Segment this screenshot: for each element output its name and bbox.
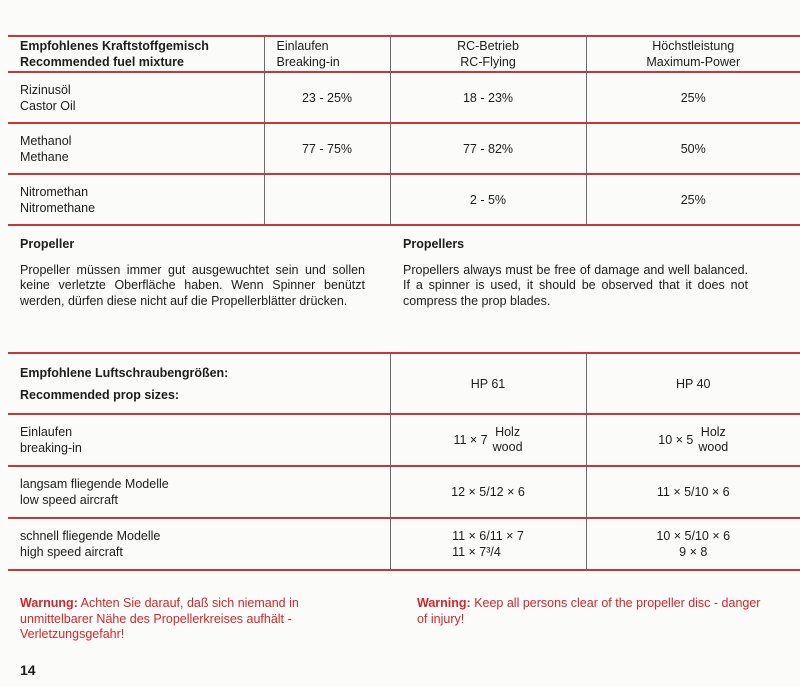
propeller-body-en: Propellers always must be free of damage and well balanced. If a spinner is used, it should be observed that it does not compress the prop blades.	[403, 262, 748, 308]
col-label-de: Höchstleistung	[652, 39, 735, 53]
value-cell	[586, 414, 800, 466]
row-label-de: Rizinusöl	[20, 82, 71, 97]
prop-size	[453, 425, 522, 455]
material-de: Holz	[700, 425, 726, 439]
warning-de	[20, 596, 365, 643]
fuel-row-methanol	[8, 123, 800, 174]
fuel-mixture-table	[8, 35, 800, 226]
col-label-de: RC-Betrieb	[457, 39, 519, 53]
row-label	[8, 174, 264, 225]
prop-table-header	[8, 353, 800, 414]
prop-size	[658, 425, 728, 455]
warning-text-en: Keep all persons clear of the propeller disc - danger of injury!	[417, 596, 761, 626]
fuel-header-col-max-power	[586, 36, 800, 72]
value-cell: 50%	[586, 123, 800, 174]
size-stack	[656, 528, 730, 560]
value-cell	[264, 174, 390, 225]
size-line: 11 × 6/11 × 7	[452, 529, 524, 543]
propeller-body-de: Propeller müssen immer gut ausgewuchtet sein und sollen keine verletzte Oberfläche haben. Wenn Spinner benützt werden, dürfen diese nicht auf die Propellerblätter drücken.	[20, 262, 365, 308]
col-label-de: Einlaufen	[276, 39, 329, 53]
warning-label-de: Warnung:	[20, 596, 78, 610]
warning-label-en: Warning:	[417, 596, 471, 610]
prop-row-low-speed	[8, 466, 800, 518]
prop-row-high-speed	[8, 518, 800, 570]
prop-header-label-en: Recommended prop sizes:	[20, 387, 180, 402]
row-label-en: Castor Oil	[20, 98, 76, 113]
fuel-header-label-de: Empfohlenes Kraftstoffgemisch	[20, 39, 209, 53]
size-stack	[452, 528, 524, 560]
propeller-heading-en: Propellers	[403, 237, 465, 251]
propeller-text-de	[20, 237, 365, 309]
fuel-header-col-breaking-in	[264, 36, 390, 72]
row-label	[8, 518, 390, 570]
material-en: wood	[492, 440, 523, 454]
row-label	[8, 123, 264, 174]
prop-size-table	[8, 352, 800, 571]
warning-text-de: Achten Sie darauf, daß sich niemand in unmittelbarer Nähe des Propellerkreises aufhält - Verletzungsgefahr!	[20, 596, 299, 641]
row-label	[8, 414, 390, 466]
size-value: 11 × 7	[453, 433, 488, 447]
value-cell	[390, 518, 586, 570]
material-note	[698, 425, 728, 455]
warning-en	[417, 596, 762, 627]
prop-header-col-hp40: HP 40	[586, 353, 800, 414]
row-label-de: Nitromethan	[20, 184, 89, 199]
fuel-row-castor-oil	[8, 72, 800, 123]
row-label	[8, 466, 390, 518]
row-label	[8, 72, 264, 123]
fuel-table-header	[8, 36, 800, 72]
fuel-header-label	[8, 36, 264, 72]
col-label-en: Maximum-Power	[646, 55, 741, 69]
value-cell: 11 × 5/10 × 6	[586, 466, 800, 518]
row-label-de: schnell fliegende Modelle	[20, 529, 161, 543]
propeller-text-en	[403, 237, 748, 309]
fuel-row-nitromethane	[8, 174, 800, 225]
size-value: 10 × 5	[658, 433, 694, 447]
value-cell: 23 - 25%	[264, 72, 390, 123]
value-cell	[390, 414, 586, 466]
value-cell: 12 × 5/12 × 6	[390, 466, 586, 518]
size-line: 9 × 8	[679, 545, 708, 559]
fuel-header-label-en: Recommended fuel mixture	[20, 55, 184, 69]
value-cell: 18 - 23%	[390, 72, 586, 123]
row-label-en: Nitromethane	[20, 200, 96, 215]
material-note	[493, 425, 523, 455]
value-cell: 25%	[586, 72, 800, 123]
col-label-en: Breaking-in	[276, 55, 340, 69]
row-label-de: Einlaufen	[20, 425, 73, 439]
row-label-en: low speed aircraft	[20, 493, 118, 507]
prop-row-breaking-in	[8, 414, 800, 466]
value-cell: 77 - 82%	[390, 123, 586, 174]
prop-header-label-de: Empfohlene Luftschraubengrößen:	[20, 365, 229, 380]
propeller-heading-de: Propeller	[20, 237, 75, 251]
value-cell: 77 - 75%	[264, 123, 390, 174]
row-label-en: high speed aircraft	[20, 545, 123, 559]
size-line: 10 × 5/10 × 6	[656, 529, 731, 543]
col-label-en: RC-Flying	[460, 55, 516, 69]
prop-header-label	[8, 353, 390, 414]
material-en: wood	[698, 440, 729, 454]
row-label-en: Methane	[20, 149, 69, 164]
value-cell: 25%	[586, 174, 800, 225]
size-line: 11 × 7³/4	[452, 545, 501, 559]
row-label-en: breaking-in	[20, 441, 82, 455]
value-cell: 2 - 5%	[390, 174, 586, 225]
row-label-de: langsam fliegende Modelle	[20, 477, 169, 491]
value-cell	[586, 518, 800, 570]
row-label-de: Methanol	[20, 133, 72, 148]
fuel-header-col-rc-flying	[390, 36, 586, 72]
page-number: 14	[20, 662, 36, 678]
material-de: Holz	[495, 425, 521, 439]
prop-header-col-hp61: HP 61	[390, 353, 586, 414]
